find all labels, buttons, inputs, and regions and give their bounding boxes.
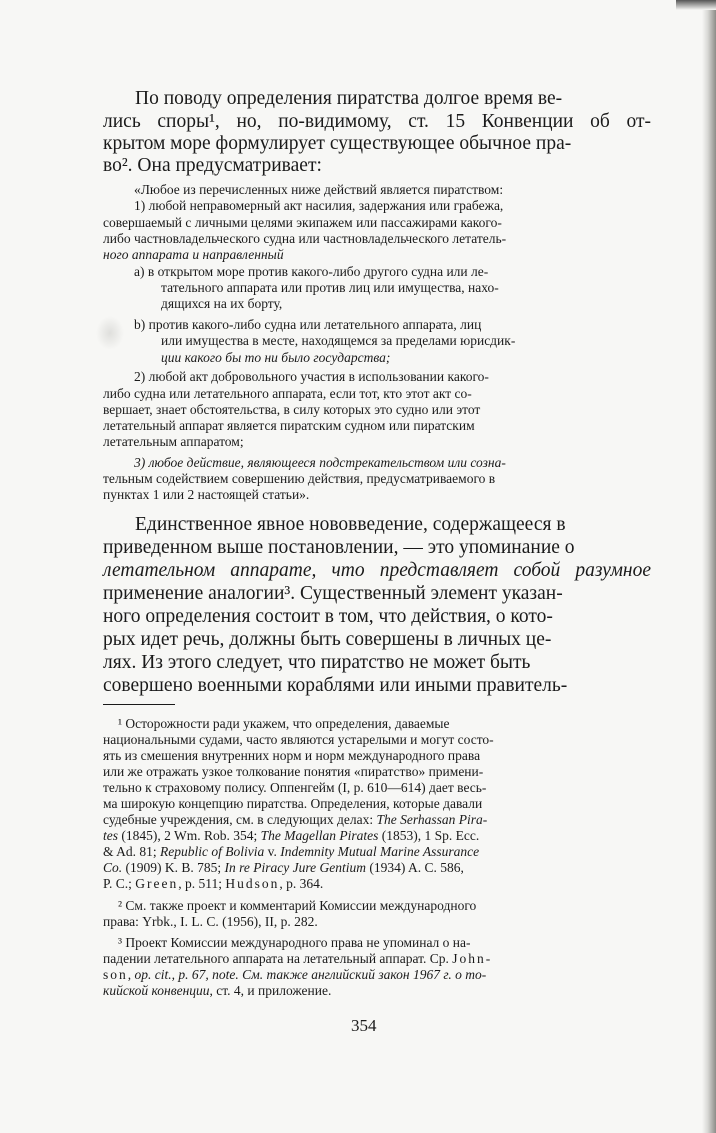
footnote-line bbox=[103, 844, 479, 860]
body-line: рых идет речь, должны быть совершены в личных це- bbox=[103, 629, 552, 650]
footnote-text: (1909) K. B. 785; bbox=[122, 860, 225, 875]
footnote-line: ³ Проект Комиссии международного права не упоминал о на- bbox=[118, 935, 471, 950]
quote-line: тательного аппарата или против лиц или имущества, нахо- bbox=[161, 280, 499, 295]
quote-italic: ного аппарата и направленный bbox=[103, 247, 284, 262]
quote-italic: ции какого бы то ни было государства; bbox=[161, 350, 391, 365]
case-name: tes bbox=[103, 828, 118, 843]
quote-line: летательный аппарат является пиратским судном или пиратским bbox=[103, 418, 475, 433]
footnote-line: ² См. также проект и комментарий Комиссии международного bbox=[118, 898, 477, 913]
footnote-text: , p. 364. bbox=[279, 876, 324, 891]
body-line bbox=[103, 560, 651, 581]
quote-line: либо частновладельческого судна или частновладельческого летатель- bbox=[103, 231, 507, 246]
case-name: The Magellan Pirates bbox=[260, 828, 379, 843]
author-name: son bbox=[103, 967, 128, 982]
footnote-line bbox=[103, 983, 331, 999]
quote-line: или имущества в месте, находящемся за пределами юрисдик- bbox=[161, 333, 516, 348]
footnote-line: или же отражать узкое толкование понятия «пиратство» примени- bbox=[103, 764, 484, 779]
footnote-line: права: Yrbk., I. L. C. (1956), II, p. 282. bbox=[103, 914, 318, 929]
quote-line: а) в открытом море против какого-либо другого судна или ле- bbox=[134, 264, 489, 279]
quote-line: летательным аппаратом; bbox=[103, 434, 244, 449]
footnote-line bbox=[103, 812, 487, 828]
footnote-italic: op. cit., p. 67, note. См. также английский закон 1967 г. о то- bbox=[134, 967, 487, 982]
case-name: Republic of Bolivia bbox=[160, 844, 265, 859]
body-italic: летательном аппарате, что представляет собой разумное bbox=[103, 560, 651, 581]
quote-line: вершает, знает обстоятельства, в силу которых это судно или этот bbox=[103, 402, 481, 417]
footnote-line bbox=[103, 876, 323, 892]
case-name: Co. bbox=[103, 860, 123, 875]
quote-line: совершаемый с личными целями экипажем или пассажирами какого- bbox=[103, 215, 502, 230]
body-line: По поводу определения пиратства долгое время ве- bbox=[135, 88, 563, 109]
footnote-line: тельно к страховому полису. Оппенгейм (I, р. 610—614) дает весь- bbox=[103, 780, 487, 795]
footnote-text: (1934) A. C. 586, bbox=[365, 860, 464, 875]
case-name: Indemnity Mutual Marine Assurance bbox=[280, 844, 480, 859]
case-name: The Serhassan Pira- bbox=[376, 812, 488, 827]
footnote-line bbox=[103, 860, 464, 876]
footnote-line: национальными судами, часто являются устарелыми и могут состо- bbox=[103, 732, 494, 747]
footnote-line: ¹ Осторожности ради укажем, что определения, даваемые bbox=[118, 716, 450, 731]
quote-line bbox=[161, 350, 390, 366]
footnote-text: v. bbox=[264, 844, 281, 859]
author-name: Green bbox=[135, 876, 179, 891]
quote-italic: 3) любое действие, являющееся подстрекательством или созна- bbox=[134, 455, 506, 470]
footnote-text: , bbox=[127, 967, 135, 982]
footnote-text: (1853), 1 Sp. Ecc. bbox=[378, 828, 480, 843]
author-name: Hudson bbox=[225, 876, 280, 891]
body-line: во². Она предусматривает: bbox=[103, 155, 322, 176]
quote-line: пунктах 1 или 2 настоящей статьи». bbox=[103, 487, 310, 502]
footnote-text: судебные учреждения, см. в следующих делах: bbox=[103, 812, 377, 827]
body-line: применение аналогии³. Существенный элемент указан- bbox=[103, 583, 563, 604]
quote-line: 1) любой неправомерный акт насилия, задержания или грабежа, bbox=[134, 198, 504, 213]
page-number: 354 bbox=[351, 1016, 377, 1035]
quote-line: 2) любой акт добровольного участия в использовании какого- bbox=[134, 369, 489, 384]
body-line: крытом море формулирует существующее обычное пра- bbox=[103, 133, 572, 154]
page-edge-shadow bbox=[702, 0, 716, 1133]
body-line: лях. Из этого следует, что пиратство не может быть bbox=[103, 652, 531, 673]
footnote-text: & Ad. 81; bbox=[103, 844, 161, 859]
quote-line: либо судна или летательного аппарата, если тот, кто этот акт со- bbox=[103, 386, 472, 401]
body-line: ного определения состоит в том, что действия, о кото- bbox=[103, 606, 553, 627]
scan-smudge bbox=[96, 316, 124, 350]
body-line: Единственное явное нововведение, содержащееся в bbox=[135, 514, 566, 535]
body-line: совершено военными кораблями или иными правитель- bbox=[103, 675, 568, 696]
footnote-text: (1845), 2 Wm. Rob. 354; bbox=[118, 828, 261, 843]
footnote-line: ма широкую концепцию пиратства. Определения, которые давали bbox=[103, 796, 483, 811]
footnote-line: ять из смешения внутренних норм и норм международного права bbox=[103, 748, 481, 763]
footnote-rule bbox=[103, 704, 175, 705]
footnote-text: , ст. 4, и приложение. bbox=[209, 983, 332, 998]
footnote-line bbox=[103, 828, 479, 844]
quote-line bbox=[103, 247, 284, 263]
footnote-text: , p. 511; bbox=[178, 876, 226, 891]
body-line: приведенном выше постановлении, — это упоминание о bbox=[103, 537, 575, 558]
footnote-line bbox=[103, 967, 486, 983]
footnote-text: P. C.; bbox=[103, 876, 136, 891]
footnote-line bbox=[103, 951, 492, 967]
page-corner-shadow bbox=[676, 0, 716, 10]
quote-line: дящихся на их борту, bbox=[161, 296, 283, 311]
author-name: John- bbox=[452, 951, 493, 966]
quote-line: b) против какого-либо судна или летательного аппарата, лиц bbox=[134, 317, 482, 332]
quote-line bbox=[134, 455, 506, 471]
footnote-text: падении летательного аппарата на летательный аппарат. Ср. bbox=[103, 951, 453, 966]
footnote-italic: кийской конвенции bbox=[103, 983, 210, 998]
case-name: In re Piracy Jure Gentium bbox=[224, 860, 366, 875]
quote-line: «Любое из перечисленных ниже действий является пиратством: bbox=[134, 182, 504, 197]
body-line: лись споры¹, но, по-видимому, ст. 15 Конвенции об от- bbox=[103, 111, 651, 132]
quote-line: тельным содействием совершению действия, предусматриваемого в bbox=[103, 471, 496, 486]
